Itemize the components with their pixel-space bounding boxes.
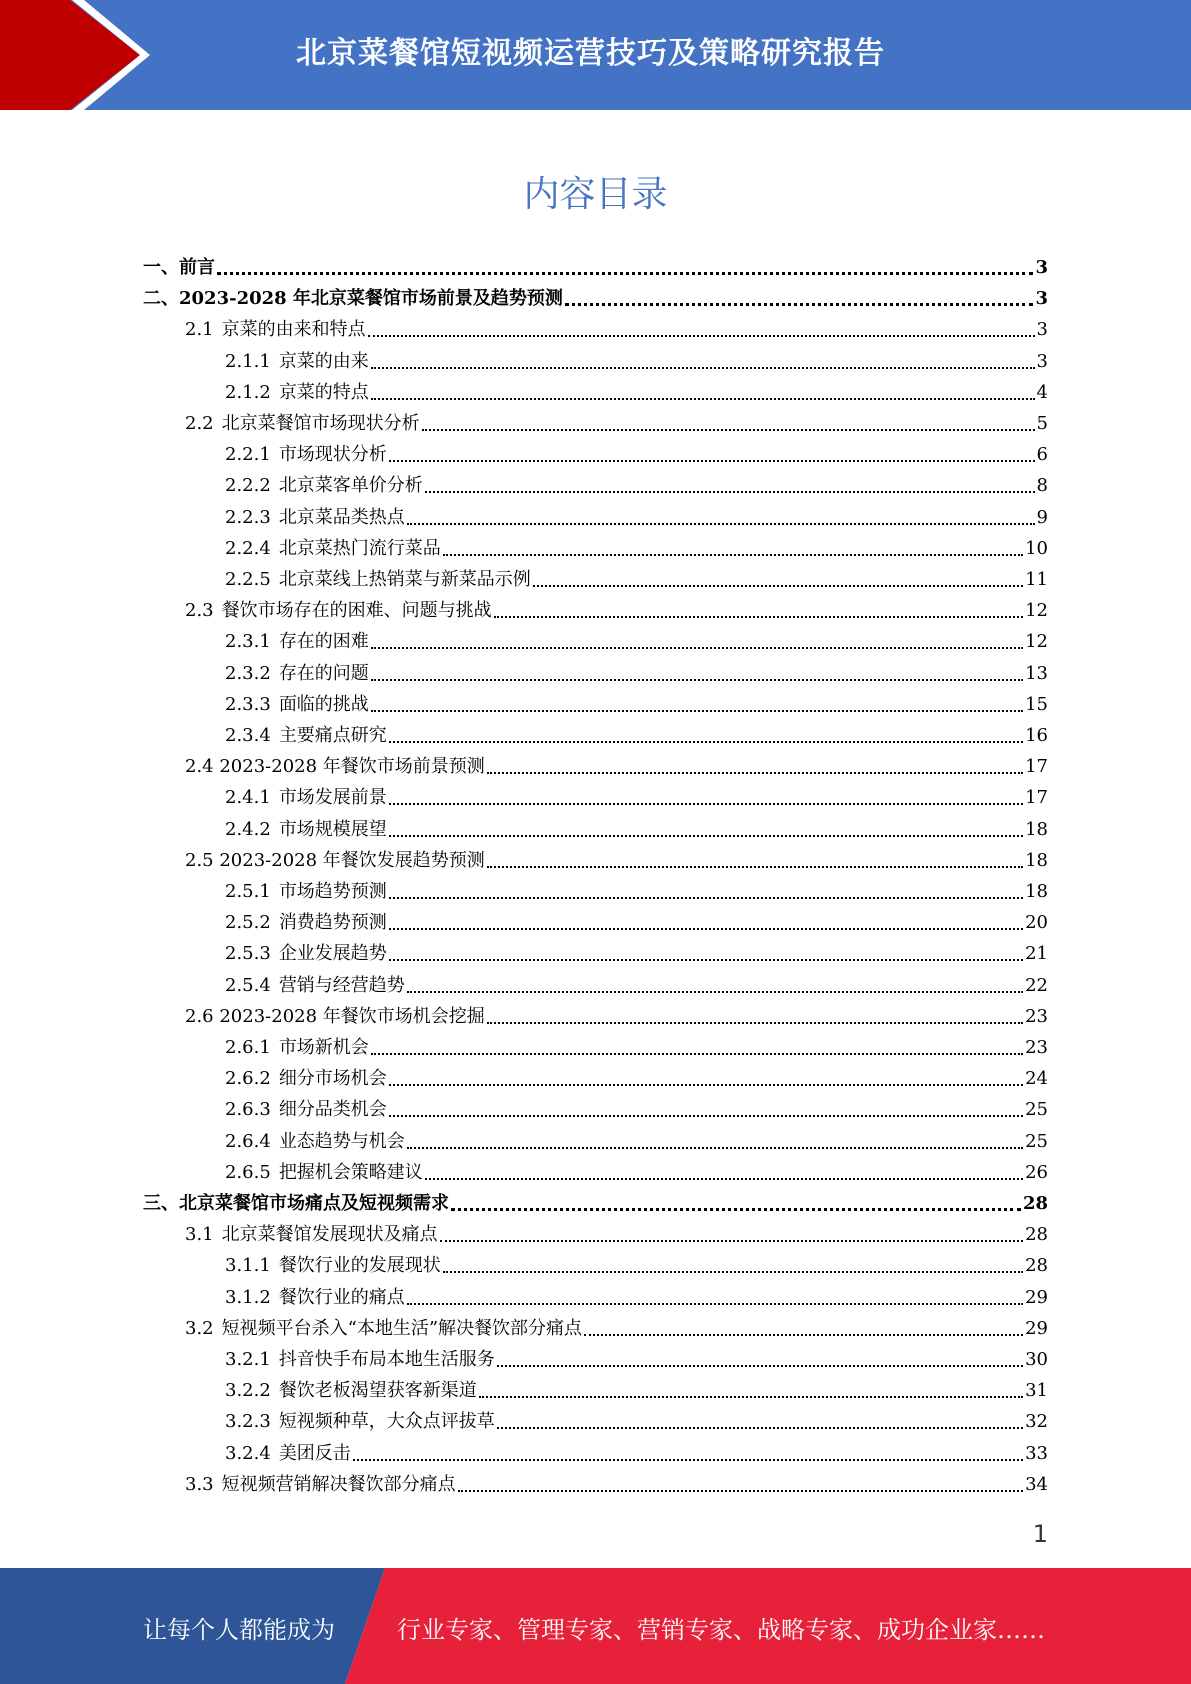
toc-leader-dots (497, 1365, 1023, 1367)
toc-entry-label: 主要痛点研究 (278, 725, 387, 746)
toc-entry-number: 2.6.2 (225, 1068, 271, 1090)
toc-entry-number: 2.2.2 (225, 475, 271, 497)
toc-entry-number: 2.5.2 (225, 912, 271, 934)
toc-title: 内容目录 (523, 174, 668, 215)
toc-entry-label: 营销与经营趋势 (278, 974, 405, 996)
toc-entry[interactable] (225, 815, 1048, 845)
toc-entry-page: 24 (1025, 1068, 1048, 1090)
toc-leader-dots (217, 272, 1033, 275)
toc-entry-label: 市场发展前景 (278, 787, 387, 809)
toc-entry[interactable] (225, 690, 1048, 720)
toc-entry-label: 京菜的由来和特点 (221, 319, 366, 341)
toc-leader-dots (451, 1208, 1021, 1211)
toc-entry-label: 北京菜餐馆市场现状分析 (221, 413, 420, 434)
toc-entry-number: 3.1.2 (225, 1286, 271, 1308)
toc-entry-number: 3.1.1 (225, 1255, 271, 1277)
footer-banner (0, 1568, 1191, 1684)
toc-entry[interactable] (225, 1345, 1048, 1375)
toc-entry-number: 3.1 (185, 1224, 214, 1246)
toc-entry-label: 企业发展趋势 (278, 943, 387, 965)
toc-entry[interactable] (225, 534, 1048, 564)
toc-entry-label: 餐饮市场存在的困难、问题与挑战 (221, 600, 492, 622)
toc-entry-label: 京菜的由来 (278, 350, 369, 372)
toc-entry-page: 17 (1025, 756, 1048, 778)
toc-entry-label: 业态趋势与机会 (278, 1130, 405, 1152)
toc-entry-label: 餐饮行业的发展现状 (278, 1255, 441, 1277)
toc-leader-dots (389, 1115, 1023, 1117)
toc-entry-label: 北京菜客单价分析 (278, 475, 423, 497)
header-banner (0, 0, 1191, 110)
toc-entry-label: 餐饮行业的痛点 (278, 1286, 405, 1308)
toc-entry-label: 面临的挑战 (278, 693, 369, 715)
toc-entry[interactable] (225, 939, 1048, 969)
toc-entry-label: 美团反击 (278, 1442, 351, 1464)
toc-entry[interactable] (225, 659, 1048, 689)
toc-leader-dots (407, 1147, 1023, 1149)
toc-entry[interactable] (185, 752, 1048, 782)
toc-entry-label: 市场趋势预测 (278, 881, 387, 902)
toc-entry-page: 18 (1025, 849, 1048, 871)
toc-entry-page: 30 (1025, 1349, 1048, 1370)
toc-leader-dots (389, 1084, 1023, 1086)
toc-leader-dots (371, 398, 1035, 400)
toc-leader-dots (371, 710, 1023, 712)
toc-leader-dots (425, 491, 1035, 493)
toc-entry[interactable] (185, 1220, 1048, 1250)
toc-leader-dots (533, 585, 1023, 587)
toc-entry-label: 二、2023-2028 年北京菜餐馆市场前景及趋势预测 (143, 288, 563, 310)
toc-entry[interactable] (225, 1095, 1048, 1125)
toc-entry-number: 2.6.4 (225, 1130, 271, 1152)
toc-entry-label: 一、前言 (143, 257, 215, 278)
toc-entry[interactable] (225, 471, 1048, 501)
toc-leader-dots (407, 523, 1035, 525)
toc-entry-label: 北京菜线上热销菜与新菜品示例 (278, 569, 531, 590)
toc-entry-label: 短视频平台杀入“本地生活”解决餐饮部分痛点 (221, 1317, 583, 1339)
toc-entry-page: 16 (1025, 725, 1048, 746)
toc-entry-number: 2.3.1 (225, 631, 271, 653)
toc-leader-dots (371, 679, 1023, 681)
toc-entry-number: 2.4.1 (225, 787, 271, 809)
toc-entry[interactable] (225, 877, 1048, 907)
toc-entry-label: 京菜的特点 (278, 381, 369, 403)
toc-entry-page: 28 (1022, 1193, 1048, 1214)
toc-entry[interactable] (225, 1439, 1048, 1469)
toc-entry-page: 23 (1025, 1037, 1048, 1058)
toc-entry-label: 市场现状分析 (278, 444, 387, 466)
toc-entry-number: 2.2 (185, 413, 214, 434)
toc-entry[interactable] (185, 409, 1048, 439)
toc-leader-dots (494, 616, 1023, 618)
toc-entry-number: 2.6.3 (225, 1099, 271, 1121)
toc-entry-page: 12 (1025, 631, 1048, 653)
toc-entry-number: 3.3 (185, 1473, 214, 1495)
toc-entry[interactable] (225, 1407, 1048, 1437)
toc-entry-page: 17 (1025, 787, 1048, 809)
toc-leader-dots (371, 367, 1035, 369)
toc-entry-label: 北京菜品类热点 (278, 506, 405, 528)
toc-entry[interactable] (225, 1158, 1048, 1188)
toc-entry-page: 8 (1036, 475, 1048, 497)
toc-leader-dots (389, 460, 1035, 462)
toc-entry-label: 市场新机会 (278, 1037, 369, 1058)
toc-entry-page: 29 (1025, 1286, 1048, 1308)
toc-leader-dots (584, 1334, 1023, 1336)
toc-entry[interactable] (143, 253, 1048, 283)
toc-entry-page: 3 (1036, 319, 1048, 341)
toc-entry-number: 2.2.1 (225, 444, 271, 466)
toc-leader-dots (353, 1459, 1023, 1461)
toc-leader-dots (565, 303, 1034, 306)
toc-entry[interactable] (225, 721, 1048, 751)
footer-roles: 行业专家、管理专家、营销专家、战略专家、成功企业家…… (397, 1616, 1045, 1644)
toc-entry[interactable] (185, 1470, 1048, 1500)
toc-entry-page: 6 (1036, 444, 1048, 466)
toc-entry-label: 北京菜餐馆发展现状及痛点 (221, 1224, 438, 1246)
toc-entry-page: 12 (1025, 600, 1048, 622)
toc-entry[interactable] (225, 1251, 1048, 1281)
toc-entry-number: 2.2.4 (225, 537, 271, 559)
toc-entry-page: 4 (1036, 381, 1048, 403)
toc-leader-dots (368, 335, 1035, 337)
toc-leader-dots (425, 1178, 1023, 1180)
toc-entry-page: 3 (1035, 257, 1048, 278)
toc-entry-label: 市场规模展望 (278, 818, 387, 840)
toc-leader-dots (487, 772, 1023, 774)
toc-entry[interactable] (225, 1283, 1048, 1313)
toc-leader-dots (422, 429, 1035, 431)
toc-entry-page: 23 (1025, 1005, 1048, 1027)
toc-leader-dots (389, 897, 1023, 899)
toc-entry-label: 细分品类机会 (278, 1099, 387, 1121)
toc-entry-page: 26 (1025, 1161, 1048, 1183)
toc-entry-number: 3.2.1 (225, 1349, 271, 1370)
toc-entry-page: 34 (1025, 1473, 1048, 1495)
toc-entry-label: 短视频营销解决餐饮部分痛点 (221, 1473, 456, 1495)
toc-entry-page: 33 (1025, 1442, 1048, 1464)
toc-entry-page: 3 (1036, 350, 1048, 372)
toc-entry-number: 3.2.2 (225, 1380, 271, 1402)
toc-leader-dots (371, 647, 1023, 649)
toc-entry-number: 2.1.1 (225, 350, 271, 372)
toc-leader-dots (389, 959, 1023, 961)
toc-entry-page: 18 (1025, 881, 1048, 902)
toc-entry[interactable] (225, 1064, 1048, 1094)
toc-entry-page: 25 (1025, 1130, 1048, 1152)
toc-entry-number: 2.1.2 (225, 381, 271, 403)
toc-entry-label: 消费趋势预测 (278, 912, 387, 934)
toc-entry-number: 2.1 (185, 319, 214, 341)
toc-entry-page: 3 (1035, 288, 1048, 310)
toc-entry-number: 2.2.5 (225, 569, 271, 590)
toc-entry-page: 32 (1025, 1411, 1048, 1433)
toc-leader-dots (479, 1396, 1023, 1398)
toc-entry[interactable] (143, 1189, 1048, 1219)
toc-entry-number: 2.3.3 (225, 693, 271, 715)
toc-entry-page: 21 (1025, 943, 1048, 965)
toc-entry-number: 2.2.3 (225, 506, 271, 528)
toc-leader-dots (389, 835, 1023, 837)
toc-entry-number: 2.6.5 (225, 1161, 271, 1183)
toc-entry-label: 2.5 2023-2028 年餐饮发展趋势预测 (185, 849, 485, 871)
toc-entry-page: 25 (1025, 1099, 1048, 1121)
toc-entry-number: 2.6.1 (225, 1037, 271, 1058)
toc-leader-dots (371, 1053, 1023, 1055)
toc-entry[interactable] (225, 378, 1048, 408)
toc-entry-label: 存在的问题 (278, 662, 369, 684)
toc-entry-number: 2.4.2 (225, 818, 271, 840)
toc-entry[interactable] (185, 1314, 1048, 1344)
toc-entry-label: 短视频种草，大众点评拔草 (278, 1411, 495, 1433)
toc-leader-dots (497, 1427, 1023, 1429)
toc-entry-page: 28 (1025, 1255, 1048, 1277)
report-title: 北京菜餐馆短视频运营技巧及策略研究报告 (296, 36, 885, 71)
toc-entry[interactable] (185, 1002, 1048, 1032)
toc-entry[interactable] (185, 315, 1048, 345)
toc-entry-label: 存在的困难 (278, 631, 369, 653)
toc-leader-dots (407, 1303, 1023, 1305)
toc-entry-page: 15 (1025, 693, 1048, 715)
toc-leader-dots (407, 991, 1023, 993)
footer-slogan: 让每个人都能成为 (143, 1616, 335, 1644)
toc-entry[interactable] (185, 596, 1048, 626)
toc-entry-number: 2.5.1 (225, 881, 271, 902)
toc-entry-label: 抖音快手布局本地生活服务 (278, 1349, 495, 1370)
toc-entry-page: 18 (1025, 818, 1048, 840)
toc-entry-label: 三、北京菜餐馆市场痛点及短视频需求 (143, 1193, 449, 1214)
toc-entry-number: 2.5.3 (225, 943, 271, 965)
toc-leader-dots (487, 866, 1023, 868)
toc-entry-page: 9 (1036, 506, 1048, 528)
toc-leader-dots (389, 928, 1023, 930)
toc-entry[interactable] (225, 627, 1048, 657)
toc-entry-number: 3.2.4 (225, 1442, 271, 1464)
toc-entry[interactable] (143, 284, 1048, 314)
toc-entry-page: 10 (1025, 537, 1048, 559)
toc-entry-page: 31 (1025, 1380, 1048, 1402)
toc-entry-page: 22 (1025, 974, 1048, 996)
toc-entry-page: 13 (1025, 662, 1048, 684)
toc-entry-label: 2.6 2023-2028 年餐饮市场机会挖掘 (185, 1005, 485, 1027)
toc-entry-number: 2.3 (185, 600, 214, 622)
toc-entry-number: 2.3.4 (225, 725, 271, 746)
toc-entry[interactable] (225, 908, 1048, 938)
toc-entry[interactable] (225, 1376, 1048, 1406)
toc-entry-page: 28 (1025, 1224, 1048, 1246)
toc-entry[interactable] (185, 846, 1048, 876)
toc-entry[interactable] (225, 971, 1048, 1001)
toc-leader-dots (443, 1271, 1023, 1273)
toc-leader-dots (389, 741, 1023, 743)
toc-entry[interactable] (225, 347, 1048, 377)
toc-entry-number: 3.2 (185, 1317, 214, 1339)
toc-entry-number: 2.5.4 (225, 974, 271, 996)
toc-entry[interactable] (225, 440, 1048, 470)
toc-entry-page: 29 (1025, 1317, 1048, 1339)
toc-leader-dots (440, 1240, 1023, 1242)
toc-leader-dots (458, 1490, 1023, 1492)
toc-entry-page: 11 (1025, 569, 1048, 590)
toc-leader-dots (443, 554, 1023, 556)
toc-entry[interactable] (225, 565, 1048, 595)
toc-entry-page: 5 (1036, 413, 1048, 434)
toc-entry[interactable] (225, 1127, 1048, 1157)
toc-entry-page: 20 (1025, 912, 1048, 934)
toc-entry[interactable] (225, 783, 1048, 813)
toc-entry-number: 2.3.2 (225, 662, 271, 684)
toc-entry-label: 北京菜热门流行菜品 (278, 537, 441, 559)
toc-entry-number: 3.2.3 (225, 1411, 271, 1433)
toc-entry-label: 细分市场机会 (278, 1068, 387, 1090)
toc-entry[interactable] (225, 1033, 1048, 1063)
toc-leader-dots (389, 803, 1023, 805)
toc-leader-dots (487, 1022, 1023, 1024)
toc-entry[interactable] (225, 503, 1048, 533)
toc-entry-label: 2.4 2023-2028 年餐饮市场前景预测 (185, 756, 485, 778)
toc-entry-label: 餐饮老板渴望获客新渠道 (278, 1380, 477, 1402)
page-number: 1 (1032, 1520, 1048, 1548)
toc-entry-label: 把握机会策略建议 (278, 1161, 423, 1183)
